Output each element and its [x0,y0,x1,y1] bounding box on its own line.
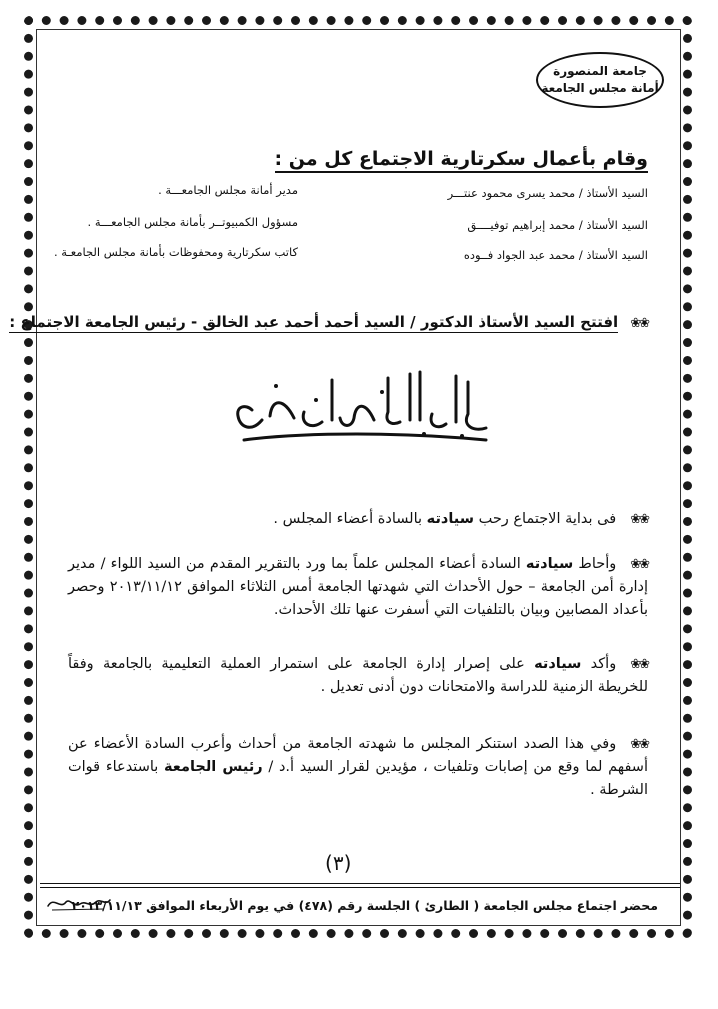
page-number: (٣) [325,851,352,875]
paragraph-2-emphasis: سيادته [525,556,574,572]
paragraph-4 [68,733,648,802]
opening-statement [9,313,648,331]
paragraph-3 [68,653,648,699]
paragraph-1 [68,508,648,531]
paragraph-3-text-b: على إصرار إدارة الجامعة على استمرار العملية التعليمية بالجامعة وفقاً للخريطة الزمنية للدراسة والامتحانات دون أدنى تعديل . [68,656,648,695]
stamp-line-2: أمانة مجلس الجامعة [541,81,659,95]
university-stamp [536,52,664,108]
flower-bullet-icon: ❀❀ [630,316,648,331]
flower-bullet-icon: ❀❀ [630,557,649,572]
paragraph-4-text-b: باستدعاء قوات الشرطة . [68,759,648,798]
footer-meeting-caption: محضر اجتماع مجلس الجامعة ( الطارئ ) الجلسة رقم (٤٧٨) في يوم الأربعاء الموافق ٢٠١٣/١١/١٣ [71,898,658,913]
flower-bullet-icon: ❀❀ [630,657,648,672]
stamp-line-1: جامعة المنصورة [553,64,647,78]
footer-divider [40,883,680,888]
staff-role-3: كاتب سكرتارية ومحفوظات بأمانة مجلس الجامعـة . [53,245,298,259]
paragraph-4-text-a: وفي هذا الصدد استنكر المجلس ما شهدته الجامعة من أحداث وأعرب السادة الأعضاء عن أسفهم لما وقع من إصابات وتلفيات ، مؤيدين لقرار السيد أ.د / [68,736,648,775]
staff-name-3: السيد الأستاذ / محمد عبد الجواد فــوده [463,248,648,262]
paragraph-1-text-a: فى بداية الاجتماع رحب [478,511,617,527]
paragraph-3-emphasis: سيادته [534,656,582,672]
paragraph-3-text-a: وأكد [590,656,617,672]
paragraph-2 [68,553,648,622]
bismillah-calligraphy [224,362,502,448]
staff-name-1: السيد الأستاذ / محمد يسرى محمود عنتـــر [447,186,648,200]
paragraph-2-text-b: السادة أعضاء المجلس علماً بما ورد بالتقرير المقدم من السيد اللواء / مدير إدارة أمن الجامعة – حول الأحداث التي شهدتها الجامعة أمس الثلاثاء الموافق ٢٠١٣/١١/١٢ وحصر بأعداد المصابين وبيان بالتلفيات التي أسفرت عنها تلك الأحداث. [68,556,648,618]
staff-role-1: مدير أمانة مجلس الجامعـــة . [158,183,298,197]
opening-text: افتتح السيد الأستاذ الدكتور / السيد أحمد أحمد عبد الخالق - رئيس الجامعة الاجتماع : [9,313,619,331]
secretariat-heading: وقام بأعمال سكرتارية الاجتماع كل من : [275,148,648,173]
flower-bullet-icon: ❀❀ [630,737,648,752]
paragraph-2-text-a: وأحاط [578,556,617,572]
flower-bullet-icon: ❀❀ [630,512,648,527]
paragraph-1-text-b: بالسادة أعضاء المجلس . [273,511,423,527]
staff-role-2: مسؤول الكمبيوتــر بأمانة مجلس الجامعـــة . [87,215,298,229]
staff-name-2: السيد الأستاذ / محمد إبراهيم توفيــــق [467,218,648,232]
paragraph-4-emphasis: رئيس الجامعة [164,759,263,775]
paragraph-1-emphasis: سيادته [426,511,474,527]
